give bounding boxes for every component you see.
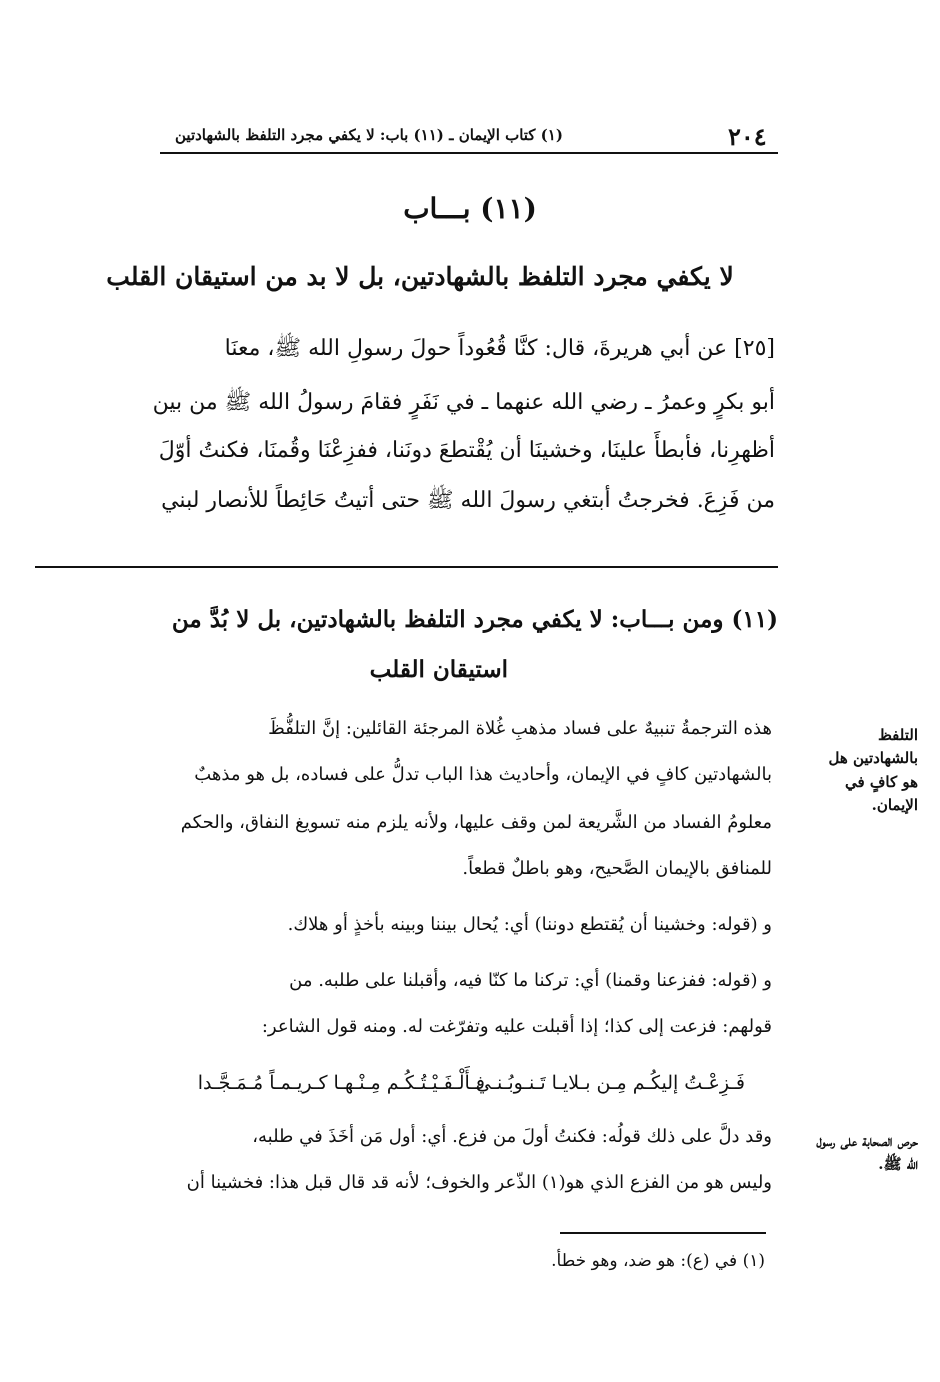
- hadith-line: من فَزِعَ. فخرجتُ أبتغي رسولَ الله ﷺ حتى أتيتُ حَائِطاً للأنصار لبني: [161, 488, 775, 513]
- footnote-rule: [560, 1232, 766, 1234]
- commentary-line: وليس هو من الفزع الذي هو(١) الذّعر والخوف؛ لأنه قد قال قبل هذا: فخشينا أن: [186, 1172, 772, 1193]
- running-header-title: (١) كتاب الإيمان ـ (١١) باب: لا يكفي مجرد التلفظ بالشهادتين: [175, 126, 563, 144]
- poem-first-half: فَـزِعْـتُ إليكُـم مِـن بـلايـا تَـنـوبُـنـي: [475, 1072, 745, 1094]
- commentary-line: و (قوله: ففزعنا وقمنا) أي: تركنا ما كنّا فيه، وأقبلنا على طلبه. من: [289, 970, 772, 991]
- commentary-title: (١١) ومن بـــاب: لا يكفي مجرد التلفظ بالشهادتين، بل لا بُدَّ من: [171, 606, 778, 633]
- commentary-line: بالشهادتين كافٍ في الإيمان، وأحاديث هذا الباب تدلُّ على فساده، بل هو مذهبٌ: [194, 764, 772, 785]
- commentary-line: وقد دلَّ على ذلك قولُه: فكنتُ أولَ من فزع. أي: أول مَن أخَذَ في طلبه،: [252, 1126, 772, 1147]
- margin-note: التلفظ بالشهادتين هل هو كافٍ في الإيمان.: [828, 726, 918, 814]
- commentary-line: هذه الترجمةُ تنبيهٌ على فساد مذهبِ غُلاة المرجئة القائلين: إنَّ التلفُّظَ: [268, 718, 772, 739]
- chapter-number: (١١) بـــاب: [403, 192, 537, 225]
- poem-second-half: فـأَلْـفَـيْـتُـكُـم مِـنْـهـا كـريـمـاً مُـمَـجَّـدا: [197, 1072, 485, 1094]
- page-number: ٢٠٤: [728, 122, 767, 151]
- footnote: (١) في (ع): هو ضد، وهو خطأ.: [551, 1251, 765, 1271]
- commentary-line: قولهم: فزعت إلى كذا؛ إذا أقبلت عليه وتفرّغت له. ومنه قول الشاعر:: [261, 1016, 772, 1037]
- section-separator: [35, 566, 778, 568]
- commentary-title-continued: استيقان القلب: [369, 656, 508, 683]
- hadith-line: [٢٥] عن أبي هريرةَ، قال: كنَّا قُعُوداً حولَ رسولِ الله ﷺ، معنَا: [224, 336, 775, 361]
- commentary-line: للمنافق بالإيمان الصَّحيح، وهو باطلٌ قطعاً.: [462, 858, 772, 879]
- hadith-line: أبو بكرٍ وعمرُ ـ رضي الله عنهما ـ في نَفَرٍ فقامَ رسولُ الله ﷺ من بين: [152, 390, 775, 415]
- hadith-line: أظهرِنا، فأبطأَ علينَا، وخشينَا أن يُقْتطعَ دونَنا، ففزِعْنَا وقُمنَا، فكنتُ أوّلَ: [158, 438, 775, 463]
- commentary-line: و (قوله: وخشينا أن يُقتطع دوننا) أي: يُحال بيننا وبينه بأخذٍ أو هلاك.: [287, 914, 772, 935]
- margin-note: حرص الصحابة على رسول الله ﷺ.: [816, 1132, 918, 1174]
- header-rule: [160, 152, 778, 154]
- chapter-title: لا يكفي مجرد التلفظ بالشهادتين، بل لا بد من استيقان القلب: [106, 262, 734, 291]
- commentary-line: معلومُ الفساد من الشَّريعة لمن وقف عليها، ولأنه يلزم منه تسويغ النفاق، والحكم: [180, 812, 772, 833]
